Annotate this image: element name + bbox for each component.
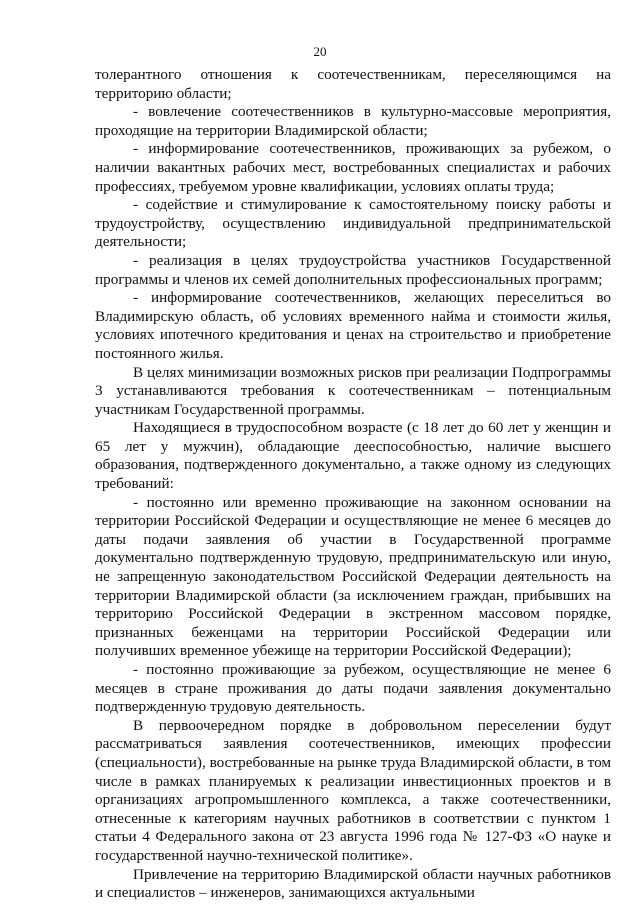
paragraph: - содействие и стимулирование к самостоятельному поиску работы и трудоустройству, осуществлению индивидуальной предпринимательской деятельности; xyxy=(95,196,611,251)
paragraph: толерантного отношения к соотечественникам, переселяющимся на территорию области; xyxy=(95,66,611,102)
paragraph: - информирование соотечественников, проживающих за рубежом, о наличии вакантных рабочих мест, востребованных специалистах и рабочих профессиях, требуемом уровне квалификации, условиях оплаты труда; xyxy=(95,140,611,195)
paragraph: В целях минимизации возможных рисков при реализации Подпрограммы 3 устанавливаются требования к соотечественникам – потенциальным участникам Государственной программы. xyxy=(95,363,611,418)
paragraph: - вовлечение соотечественников в культурно-массовые мероприятия, проходящие на территории Владимирской области; xyxy=(95,103,611,139)
paragraph: - информирование соотечественников, желающих переселиться во Владимирскую область, об условиях временного найма и стоимости жилья, условиях ипотечного кредитования и ценах на строительство и приобретение постоянного жилья. xyxy=(95,289,611,362)
paragraph: - постоянно или временно проживающие на законном основании на территории Российской Федерации и осуществляющие не менее 6 месяцев до даты подачи заявления об участии в Государственной программе документально подтвержденную трудовую, предпринимательскую или иную, не запрещенную законодательством Российской Федерации деятельность на территории Владимирской области (за исключением граждан, прибывших на территорию Российской Федерации в экстренном массовом порядке, признанных беженцами на территории Российской Федерации или получивших временное убежище на территории Российской Федерации); xyxy=(95,493,611,660)
paragraph: - реализация в целях трудоустройства участников Государственной программы и членов их семей дополнительных профессиональных программ; xyxy=(95,251,611,288)
page-number: 20 xyxy=(313,44,327,59)
paragraph: Привлечение на территорию Владимирской области научных работников и специалистов – инженеров, занимающихся актуальными xyxy=(95,865,611,902)
paragraph: - постоянно проживающие за рубежом, осуществляющие не менее 6 месяцев в стране проживания до даты подачи заявления документально подтвержденную трудовую деятельность. xyxy=(95,661,611,716)
paragraph: Находящиеся в трудоспособном возрасте (с 18 лет до 60 лет у женщин и 65 лет у мужчин), обладающие дееспособностью, наличие высшего образования, подтвержденного документально, а также одному из следующих требований: xyxy=(95,419,611,493)
body-text xyxy=(95,66,611,903)
paragraph: В первоочередном порядке в добровольном переселении будут рассматриваться заявления соотечественников, имеющих профессии (специальности), востребованные на рынке труда Владимирской области, в том числе в рамках планируемых к реализации инвестиционных проектов и в организациях агропромышленного комплекса, а также соотечественники, отнесенные к категориям научных работников в соответствии с пунктом 1 статьи 4 Федерального закона от 23 августа 1996 года № 127-ФЗ «О науке и государственной научно-технической политике». xyxy=(95,716,611,864)
